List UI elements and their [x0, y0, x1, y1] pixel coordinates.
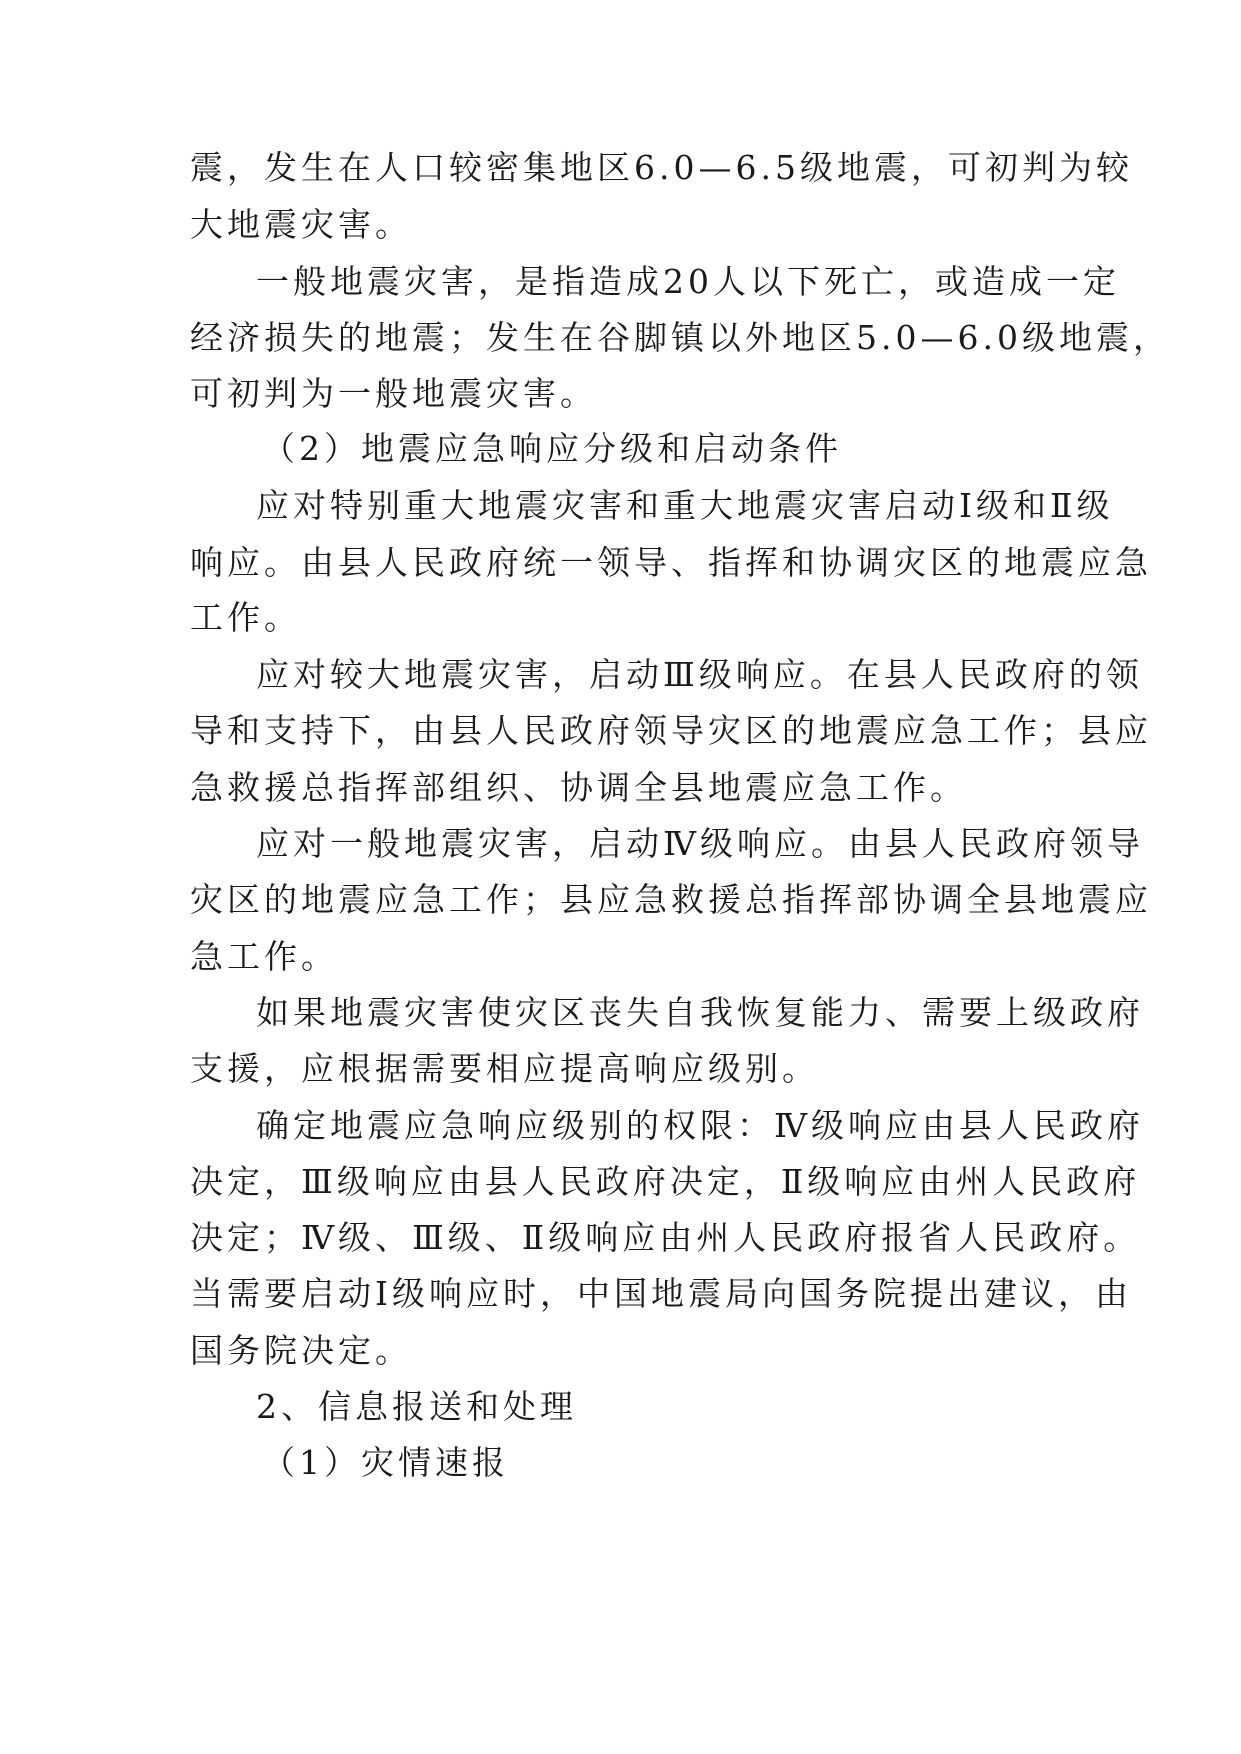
- text-line: 国务院决定。: [190, 1331, 412, 1370]
- section-heading: （1）灾情速报: [262, 1443, 509, 1482]
- text-line: 应对较大地震灾害，启动Ⅲ级响应。在县人民政府的领: [256, 655, 1143, 694]
- text-line: 响应。由县人民政府统一领导、指挥和协调灾区的地震应急: [190, 543, 1152, 582]
- text-line: 如果地震灾害使灾区丧失自我恢复能力、需要上级政府: [256, 993, 1144, 1032]
- section-heading: 2、信息报送和处理: [256, 1387, 577, 1426]
- text-line: 急救援总指挥部组织、协调全县地震应急工作。: [190, 768, 967, 807]
- text-line: 一般地震灾害，是指造成20人以下死亡，或造成一定: [256, 262, 1120, 301]
- text-line: 灾区的地震应急工作；县应急救援总指挥部协调全县地震应: [190, 880, 1152, 919]
- text-line: 决定，Ⅲ级响应由县人民政府决定，Ⅱ级响应由州人民政府: [190, 1162, 1141, 1201]
- text-line: 应对特别重大地震灾害和重大地震灾害启动Ⅰ级和Ⅱ级: [256, 486, 1114, 525]
- text-line: 当需要启动Ⅰ级响应时，中国地震局向国务院提出建议，由: [190, 1274, 1133, 1313]
- section-heading: （2）地震应急响应分级和启动条件: [262, 429, 842, 468]
- text-line: 导和支持下，由县人民政府领导灾区的地震应急工作；县应: [190, 711, 1152, 750]
- text-line: 震，发生在人口较密集地区6.0—6.5级地震，可初判为较: [190, 148, 1133, 187]
- text-line: 支援，应根据需要相应提高响应级别。: [190, 1049, 819, 1088]
- text-line: 急工作。: [190, 937, 338, 976]
- text-line: 应对一般地震灾害，启动Ⅳ级响应。由县人民政府领导: [256, 824, 1144, 863]
- text-line: 决定；Ⅳ级、Ⅲ级、Ⅱ级响应由州人民政府报省人民政府。: [190, 1218, 1141, 1257]
- text-line: 可初判为一般地震灾害。: [190, 374, 597, 413]
- text-line: 经济损失的地震；发生在谷脚镇以外地区5.0—6.0级地震，: [190, 318, 1170, 357]
- text-line: 大地震灾害。: [190, 205, 412, 244]
- text-line: 确定地震应急响应级别的权限：Ⅳ级响应由县人民政府: [256, 1106, 1144, 1145]
- text-line: 工作。: [190, 598, 301, 637]
